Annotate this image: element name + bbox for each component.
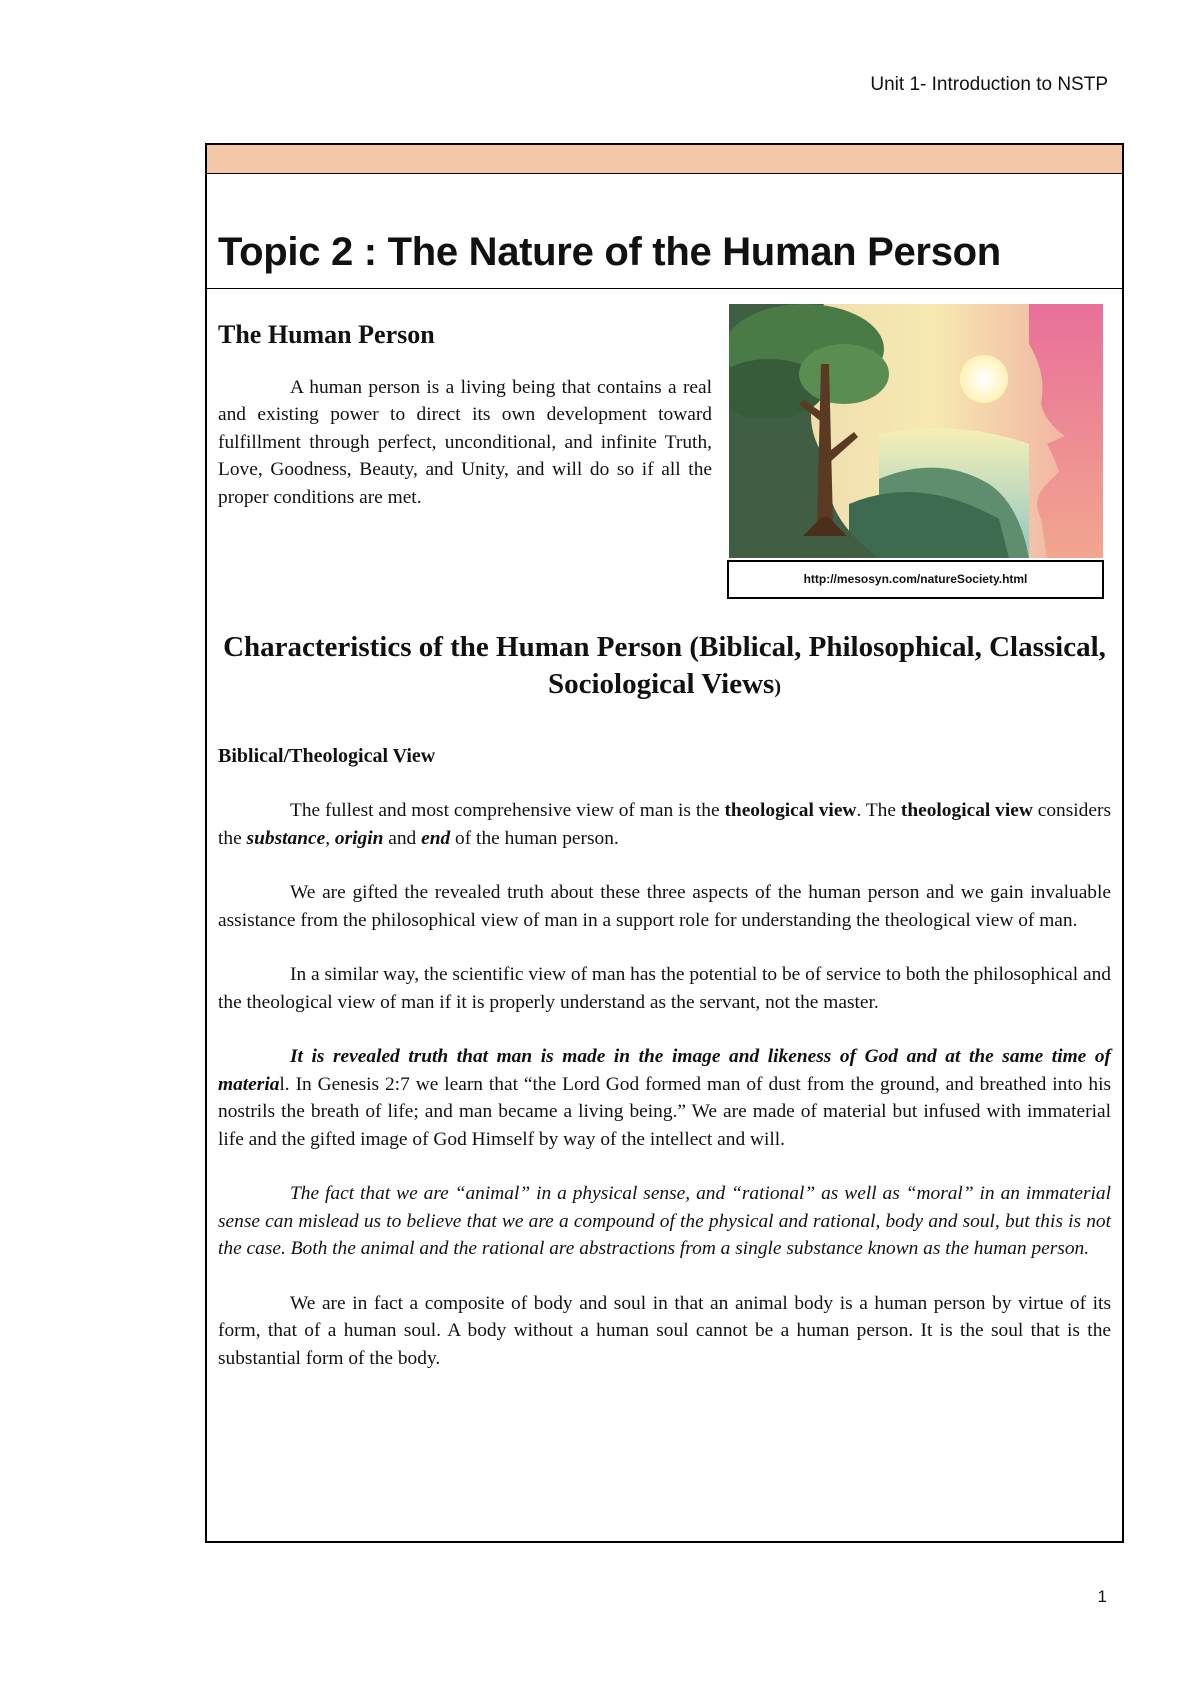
intro-text (218, 321, 712, 511)
tree-face-illustration (729, 304, 1103, 558)
image-caption: http://mesosyn.com/natureSociety.html (727, 560, 1104, 599)
tree-face-silhouette-icon (729, 304, 1103, 558)
running-header: Unit 1- Introduction to NSTP (870, 74, 1108, 95)
paragraph-scientific-view: In a similar way, the scientific view of man has the potential to be of service to both the philosophical and the theological view of man if it is properly understand as the servant, not the master. (218, 964, 1111, 1013)
topic-title: Topic 2 : The Nature of the Human Person (207, 174, 1122, 289)
paragraph-revealed-truth: We are gifted the revealed truth about these three aspects of the human person and we gain invaluable assistance from the philosophical view of man in a support role for understanding the theological view of man. (218, 882, 1111, 931)
paragraph-animal-rational: The fact that we are “animal” in a physical sense, and “rational” as well as “moral” in an immaterial sense can mislead us to believe that we are a compound of the physical and rational, body and soul, but this is not the case. Both the animal and the rational are abstractions from a single substance known as the human person. (218, 1183, 1111, 1259)
biblical-view-subheading: Biblical/Theological View (218, 745, 436, 767)
page-number: 1 (1097, 1587, 1107, 1606)
characteristics-section (207, 629, 1122, 1372)
paragraph-image-of-god: It is revealed truth that man is made in the image and likeness of God and at the same time of material. In Genesis 2:7 we learn that “the Lord God formed man of dust from the ground, and breathed into his nostrils the breath of life; and man became a living being.” We are made of material but infused with immaterial life and the gifted image of God Himself by way of the intellect and will. (218, 1046, 1111, 1150)
header-strip (207, 145, 1122, 174)
intro-paragraph: A human person is a living being that contains a real and existing power to direct its own development toward fulfillment through perfect, unconditional, and infinite Truth, Love, Goodness, Beauty, and Unity, and will do so if all the proper conditions are met. (218, 376, 712, 508)
characteristics-heading: Characteristics of the Human Person (Biblical, Philosophical, Classical, Sociological Views) (223, 631, 1106, 700)
paragraph-body-and-soul: We are in fact a composite of body and soul in that an animal body is a human person by virtue of its form, that of a human soul. A body without a human soul cannot be a human person. It is the soul that is the substantial form of the body. (218, 1292, 1111, 1369)
paragraph-theological-view: The fullest and most comprehensive view of man is the theological view. The theological view considers the substance, origin and end of the human person. (218, 800, 1111, 849)
content-frame (205, 143, 1124, 1543)
intro-section (207, 289, 1122, 619)
section-heading-human-person: The Human Person (218, 320, 435, 349)
